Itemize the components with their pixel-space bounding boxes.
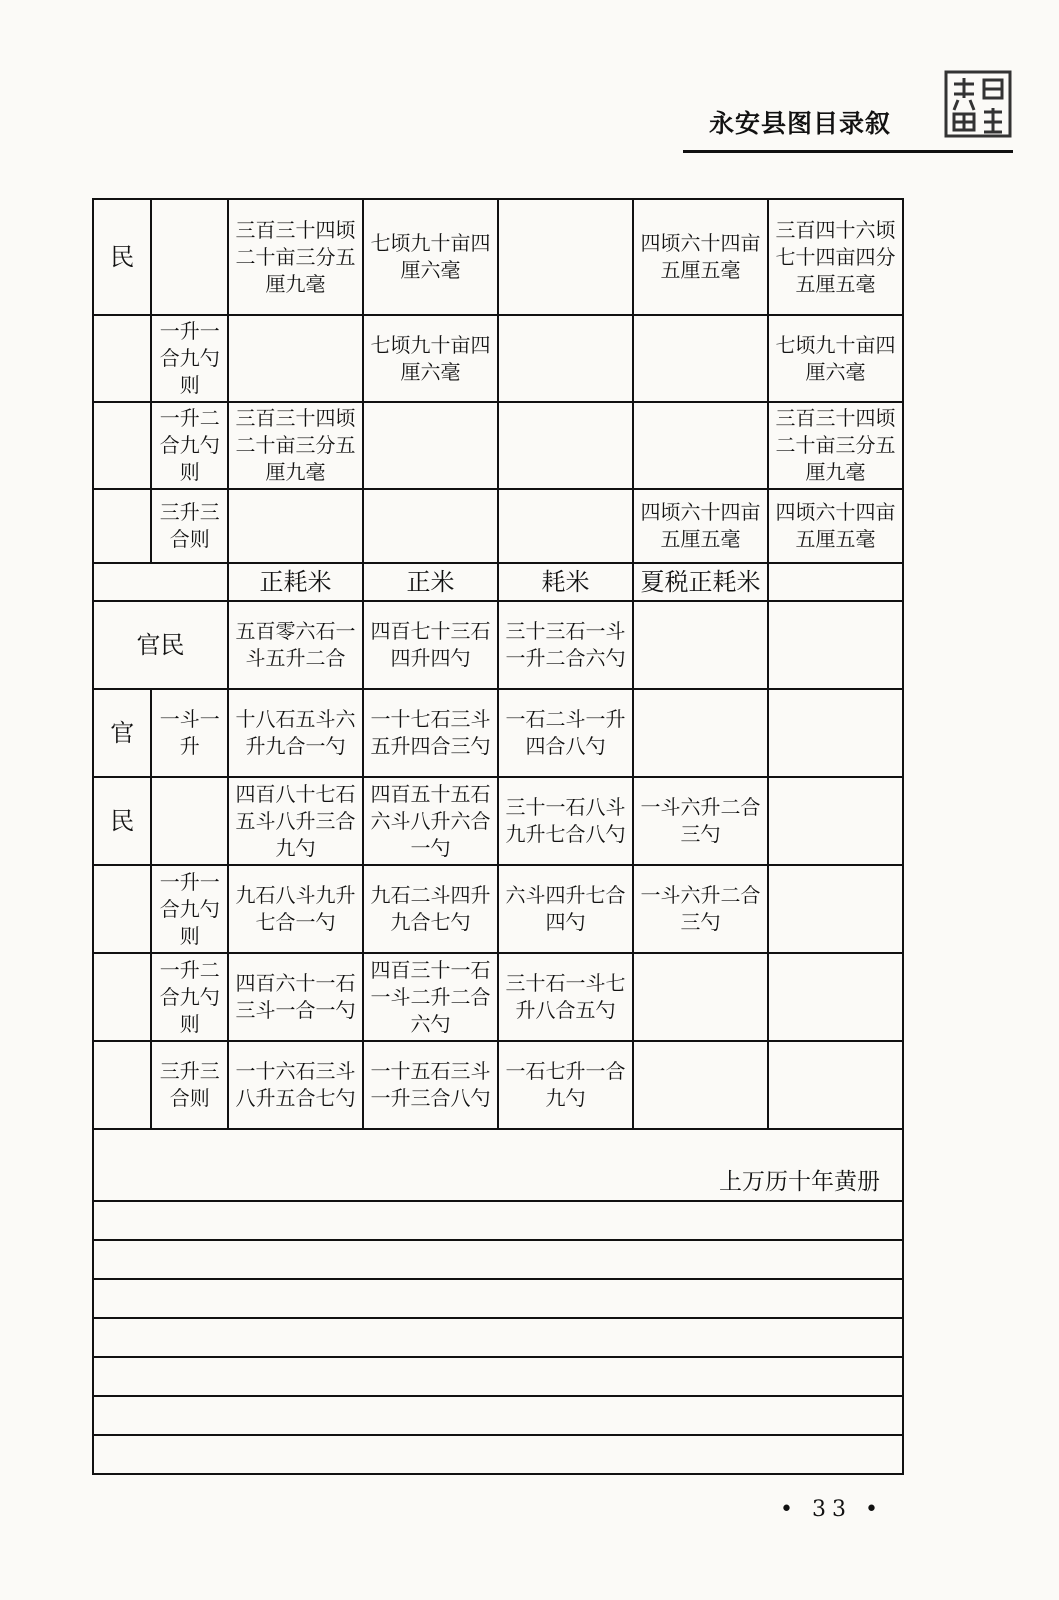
row-label (93, 1041, 151, 1129)
table-row (93, 953, 903, 1041)
row-label (93, 865, 151, 953)
table-cell: 四百三十一石一斗二升二合六勺 (363, 953, 498, 1041)
rate-cell: 一升一合九勺则 (151, 315, 228, 402)
table-cell: 七顷九十亩四厘六毫 (768, 315, 903, 402)
table-row (93, 1279, 903, 1318)
table-cell (768, 953, 903, 1041)
table-cell: 十八石五斗六升九合一勺 (228, 689, 363, 777)
table-cell: 四百六十一石三斗一合一勺 (228, 953, 363, 1041)
table-cell (633, 689, 768, 777)
blank-row (93, 1240, 903, 1279)
table-cell: 四百七十三石四升四勺 (363, 601, 498, 689)
table-cell (768, 689, 903, 777)
seal-stamp-icon (944, 70, 1012, 138)
table-cell: 四顷六十四亩五厘五毫 (633, 199, 768, 315)
table-cell: 一十六石三斗八升五合七勺 (228, 1041, 363, 1129)
blank-row (93, 1201, 903, 1240)
header-rule (683, 150, 1013, 153)
table-row (93, 1318, 903, 1357)
table-row (93, 1041, 903, 1129)
table-cell: 一斗六升二合三勺 (633, 777, 768, 865)
table-cell: 一十五石三斗一升三合八勺 (363, 1041, 498, 1129)
row-label (93, 402, 151, 489)
table-row (93, 865, 903, 953)
rate-cell: 一升一合九勺则 (151, 865, 228, 953)
table-cell: 三百三十四顷二十亩三分五厘九毫 (228, 402, 363, 489)
source-reference: 上万历十年黄册 (93, 1165, 903, 1201)
blank-row (93, 1357, 903, 1396)
running-header-title: 永安县图目录叙 (708, 109, 891, 138)
table-cell (363, 402, 498, 489)
column-header: 耗米 (498, 563, 633, 601)
table-row (93, 1129, 903, 1165)
column-header: 夏税正耗米 (633, 563, 768, 601)
table-cell: 五百零六石一斗五升二合 (228, 601, 363, 689)
blank-row (93, 1396, 903, 1435)
row-label (93, 953, 151, 1041)
column-header-row (93, 563, 903, 601)
table-cell: 四百五十五石六斗八升六合一勺 (363, 777, 498, 865)
row-label: 民 (93, 199, 151, 315)
header-blank (93, 563, 228, 601)
header-blank (768, 563, 903, 601)
table-cell (498, 315, 633, 402)
table-row (93, 489, 903, 563)
table-row (93, 689, 903, 777)
table-cell (363, 489, 498, 563)
table-row (93, 777, 903, 865)
table-cell (633, 601, 768, 689)
reference-row (93, 1165, 903, 1201)
table-row (93, 1240, 903, 1279)
table-cell: 四顷六十四亩五厘五毫 (633, 489, 768, 563)
table-row (93, 1396, 903, 1435)
blank-row (93, 1435, 903, 1474)
table-cell (768, 601, 903, 689)
table-cell (768, 865, 903, 953)
table-cell (498, 489, 633, 563)
table-cell (768, 1041, 903, 1129)
table-row (93, 1201, 903, 1240)
row-label (93, 315, 151, 402)
column-header: 正耗米 (228, 563, 363, 601)
table-cell: 六斗四升七合四勺 (498, 865, 633, 953)
table-cell: 七顷九十亩四厘六毫 (363, 199, 498, 315)
blank-row (93, 1318, 903, 1357)
table-cell: 九石八斗九升七合一勺 (228, 865, 363, 953)
table-cell (633, 315, 768, 402)
table-cell (498, 402, 633, 489)
table-cell: 七顷九十亩四厘六毫 (363, 315, 498, 402)
rate-cell (151, 199, 228, 315)
rate-cell: 一升二合九勺则 (151, 402, 228, 489)
table-row (93, 601, 903, 689)
rate-cell (151, 777, 228, 865)
table-cell: 一石七升一合九勺 (498, 1041, 633, 1129)
row-label: 民 (93, 777, 151, 865)
table-cell: 三十一石八斗九升七合八勺 (498, 777, 633, 865)
table-cell: 一斗六升二合三勺 (633, 865, 768, 953)
rate-cell: 一斗一升 (151, 689, 228, 777)
table-cell (633, 402, 768, 489)
ledger-table (92, 198, 904, 1475)
rate-cell: 一升二合九勺则 (151, 953, 228, 1041)
table-row (93, 1435, 903, 1474)
table-cell (228, 489, 363, 563)
table-cell (768, 777, 903, 865)
table-cell: 四百八十七石五斗八升三合九勺 (228, 777, 363, 865)
table-row (93, 199, 903, 315)
table-cell (633, 1041, 768, 1129)
table-row (93, 1357, 903, 1396)
table-row (93, 315, 903, 402)
table-cell (633, 953, 768, 1041)
table-cell (498, 199, 633, 315)
rate-cell: 三升三合则 (151, 1041, 228, 1129)
table-cell: 三百三十四顷二十亩三分五厘九毫 (768, 402, 903, 489)
table-cell (228, 315, 363, 402)
page-number: • 33 • (780, 1497, 884, 1522)
row-label: 官民 (93, 601, 228, 689)
table-cell: 三十三石一斗一升二合六勺 (498, 601, 633, 689)
row-label (93, 489, 151, 563)
rate-cell: 三升三合则 (151, 489, 228, 563)
table-row (93, 402, 903, 489)
blank-row (93, 1129, 903, 1165)
table-cell: 一十七石三斗五升四合三勺 (363, 689, 498, 777)
column-header: 正米 (363, 563, 498, 601)
table-cell: 九石二斗四升九合七勺 (363, 865, 498, 953)
table-cell: 四顷六十四亩五厘五毫 (768, 489, 903, 563)
table-cell: 三百三十四顷二十亩三分五厘九毫 (228, 199, 363, 315)
blank-row (93, 1279, 903, 1318)
row-label: 官 (93, 689, 151, 777)
table-cell: 三十石一斗七升八合五勺 (498, 953, 633, 1041)
table-cell: 一石二斗一升四合八勺 (498, 689, 633, 777)
table-cell: 三百四十六顷七十四亩四分五厘五毫 (768, 199, 903, 315)
